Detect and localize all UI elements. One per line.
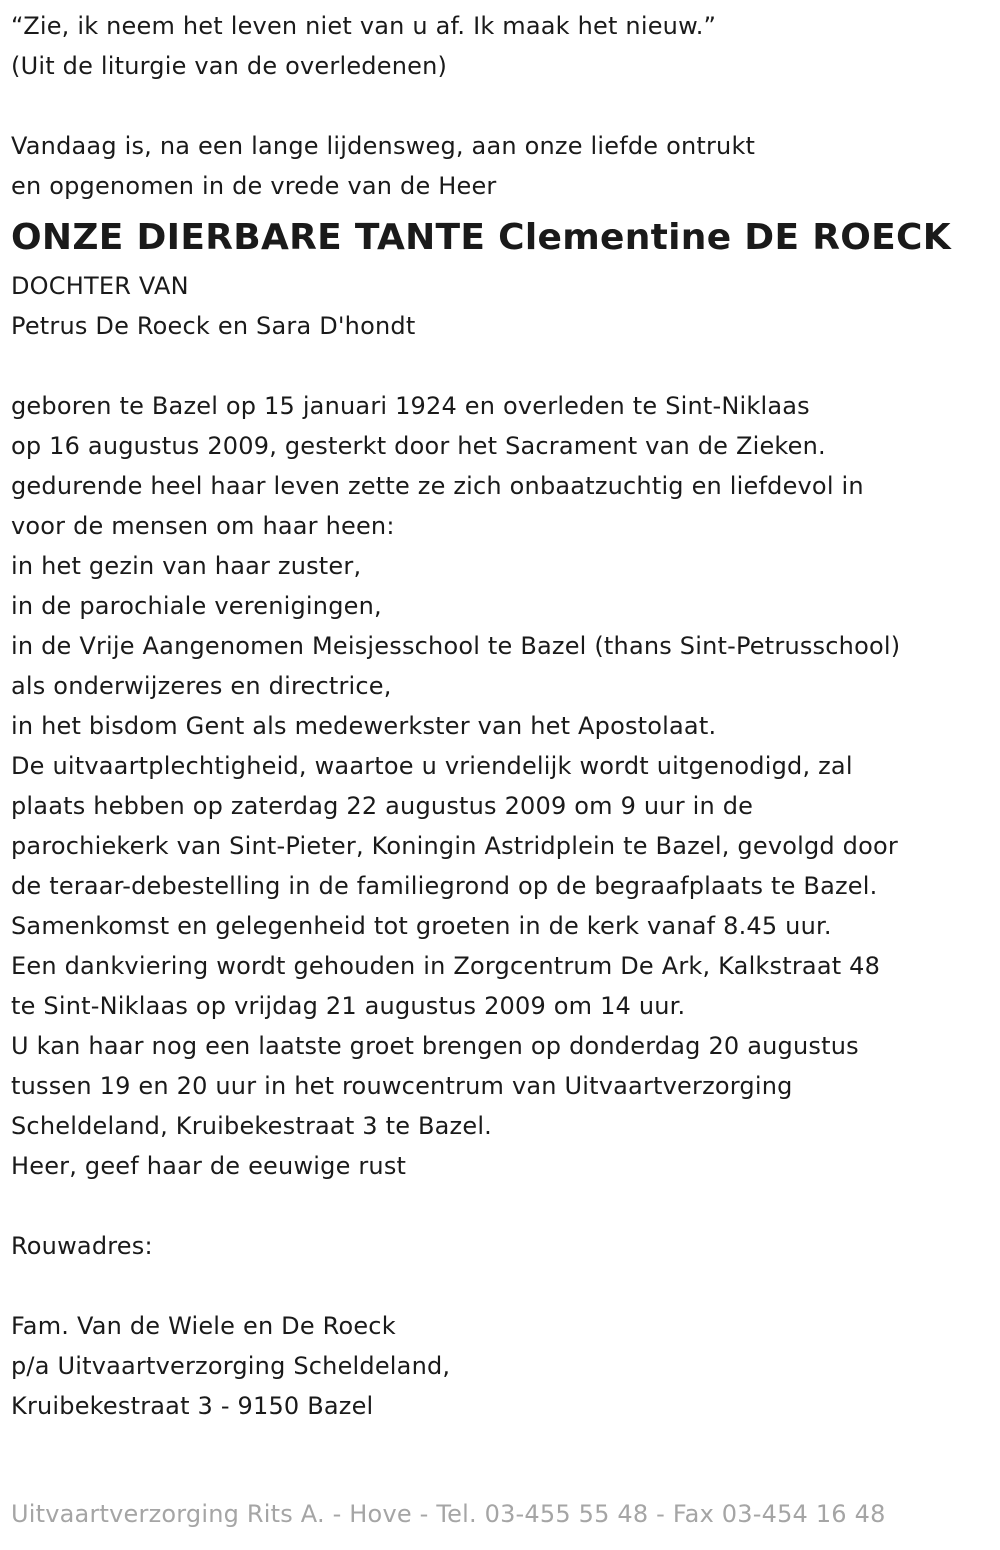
body-line: Scheldeland, Kruibekestraat 3 te Bazel. xyxy=(11,1112,493,1140)
spacer xyxy=(11,1186,991,1226)
address-line: Kruibekestraat 3 - 9150 Bazel xyxy=(11,1392,374,1420)
body-line: in de Vrije Aangenomen Meisjesschool te Bazel (thans Sint-Petrusschool) xyxy=(11,632,901,660)
body-line: in het bisdom Gent als medewerkster van het Apostolaat. xyxy=(11,712,717,740)
intro-line: Vandaag is, na een lange lijdensweg, aan onze liefde ontrukt xyxy=(11,132,756,160)
body-line: De uitvaartplechtigheid, waartoe u vriendelijk wordt uitgenodigd, zal xyxy=(11,752,853,780)
body-line: U kan haar nog een laatste groet brengen op donderdag 20 augustus xyxy=(11,1032,859,1060)
body-line: te Sint-Niklaas op vrijdag 21 augustus 2009 om 14 uur. xyxy=(11,992,686,1020)
body-line: parochiekerk van Sint-Pieter, Koningin Astridplein te Bazel, gevolgd door xyxy=(11,832,898,860)
relation-label: DOCHTER VAN xyxy=(11,272,189,300)
address-block xyxy=(11,1306,991,1426)
body-line: voor de mensen om haar heen: xyxy=(11,512,395,540)
deceased-name-heading: ONZE DIERBARE TANTE Clementine DE ROECK xyxy=(11,217,951,258)
body-line: in de parochiale verenigingen, xyxy=(11,592,382,620)
obituary-document xyxy=(11,0,991,1426)
intro-block xyxy=(11,126,991,206)
address-line: Fam. Van de Wiele en De Roeck xyxy=(11,1312,396,1340)
body-line: in het gezin van haar zuster, xyxy=(11,552,362,580)
quote-source: (Uit de liturgie van de overledenen) xyxy=(11,52,448,80)
body-line: Samenkomst en gelegenheid tot groeten in de kerk vanaf 8.45 uur. xyxy=(11,912,832,940)
address-line: p/a Uitvaartverzorging Scheldeland, xyxy=(11,1352,451,1380)
spacer xyxy=(11,1266,991,1306)
intro-line: en opgenomen in de vrede van de Heer xyxy=(11,172,497,200)
body-line: plaats hebben op zaterdag 22 augustus 2009 om 9 uur in de xyxy=(11,792,754,820)
spacer xyxy=(11,346,991,386)
funeral-home-footer: Uitvaartverzorging Rits A. - Hove - Tel. 03-455 55 48 - Fax 03-454 16 48 xyxy=(11,1500,886,1528)
body-line: als onderwijzeres en directrice, xyxy=(11,672,392,700)
body-line: op 16 augustus 2009, gesterkt door het Sacrament van de Zieken. xyxy=(11,432,826,460)
body-text xyxy=(11,386,991,1186)
body-line: Heer, geef haar de eeuwige rust xyxy=(11,1152,407,1180)
parents-names: Petrus De Roeck en Sara D'hondt xyxy=(11,312,416,340)
body-line: tussen 19 en 20 uur in het rouwcentrum van Uitvaartverzorging xyxy=(11,1072,793,1100)
spacer xyxy=(11,86,991,126)
quote-text: “Zie, ik neem het leven niet van u af. Ik maak het nieuw.” xyxy=(11,12,717,40)
quote-block xyxy=(11,6,991,86)
body-line: gedurende heel haar leven zette ze zich onbaatzuchtig en liefdevol in xyxy=(11,472,864,500)
address-label: Rouwadres: xyxy=(11,1232,153,1260)
body-line: Een dankviering wordt gehouden in Zorgcentrum De Ark, Kalkstraat 48 xyxy=(11,952,881,980)
body-line: de teraar-debestelling in de familiegrond op de begraafplaats te Bazel. xyxy=(11,872,878,900)
body-line: geboren te Bazel op 15 januari 1924 en overleden te Sint-Niklaas xyxy=(11,392,810,420)
